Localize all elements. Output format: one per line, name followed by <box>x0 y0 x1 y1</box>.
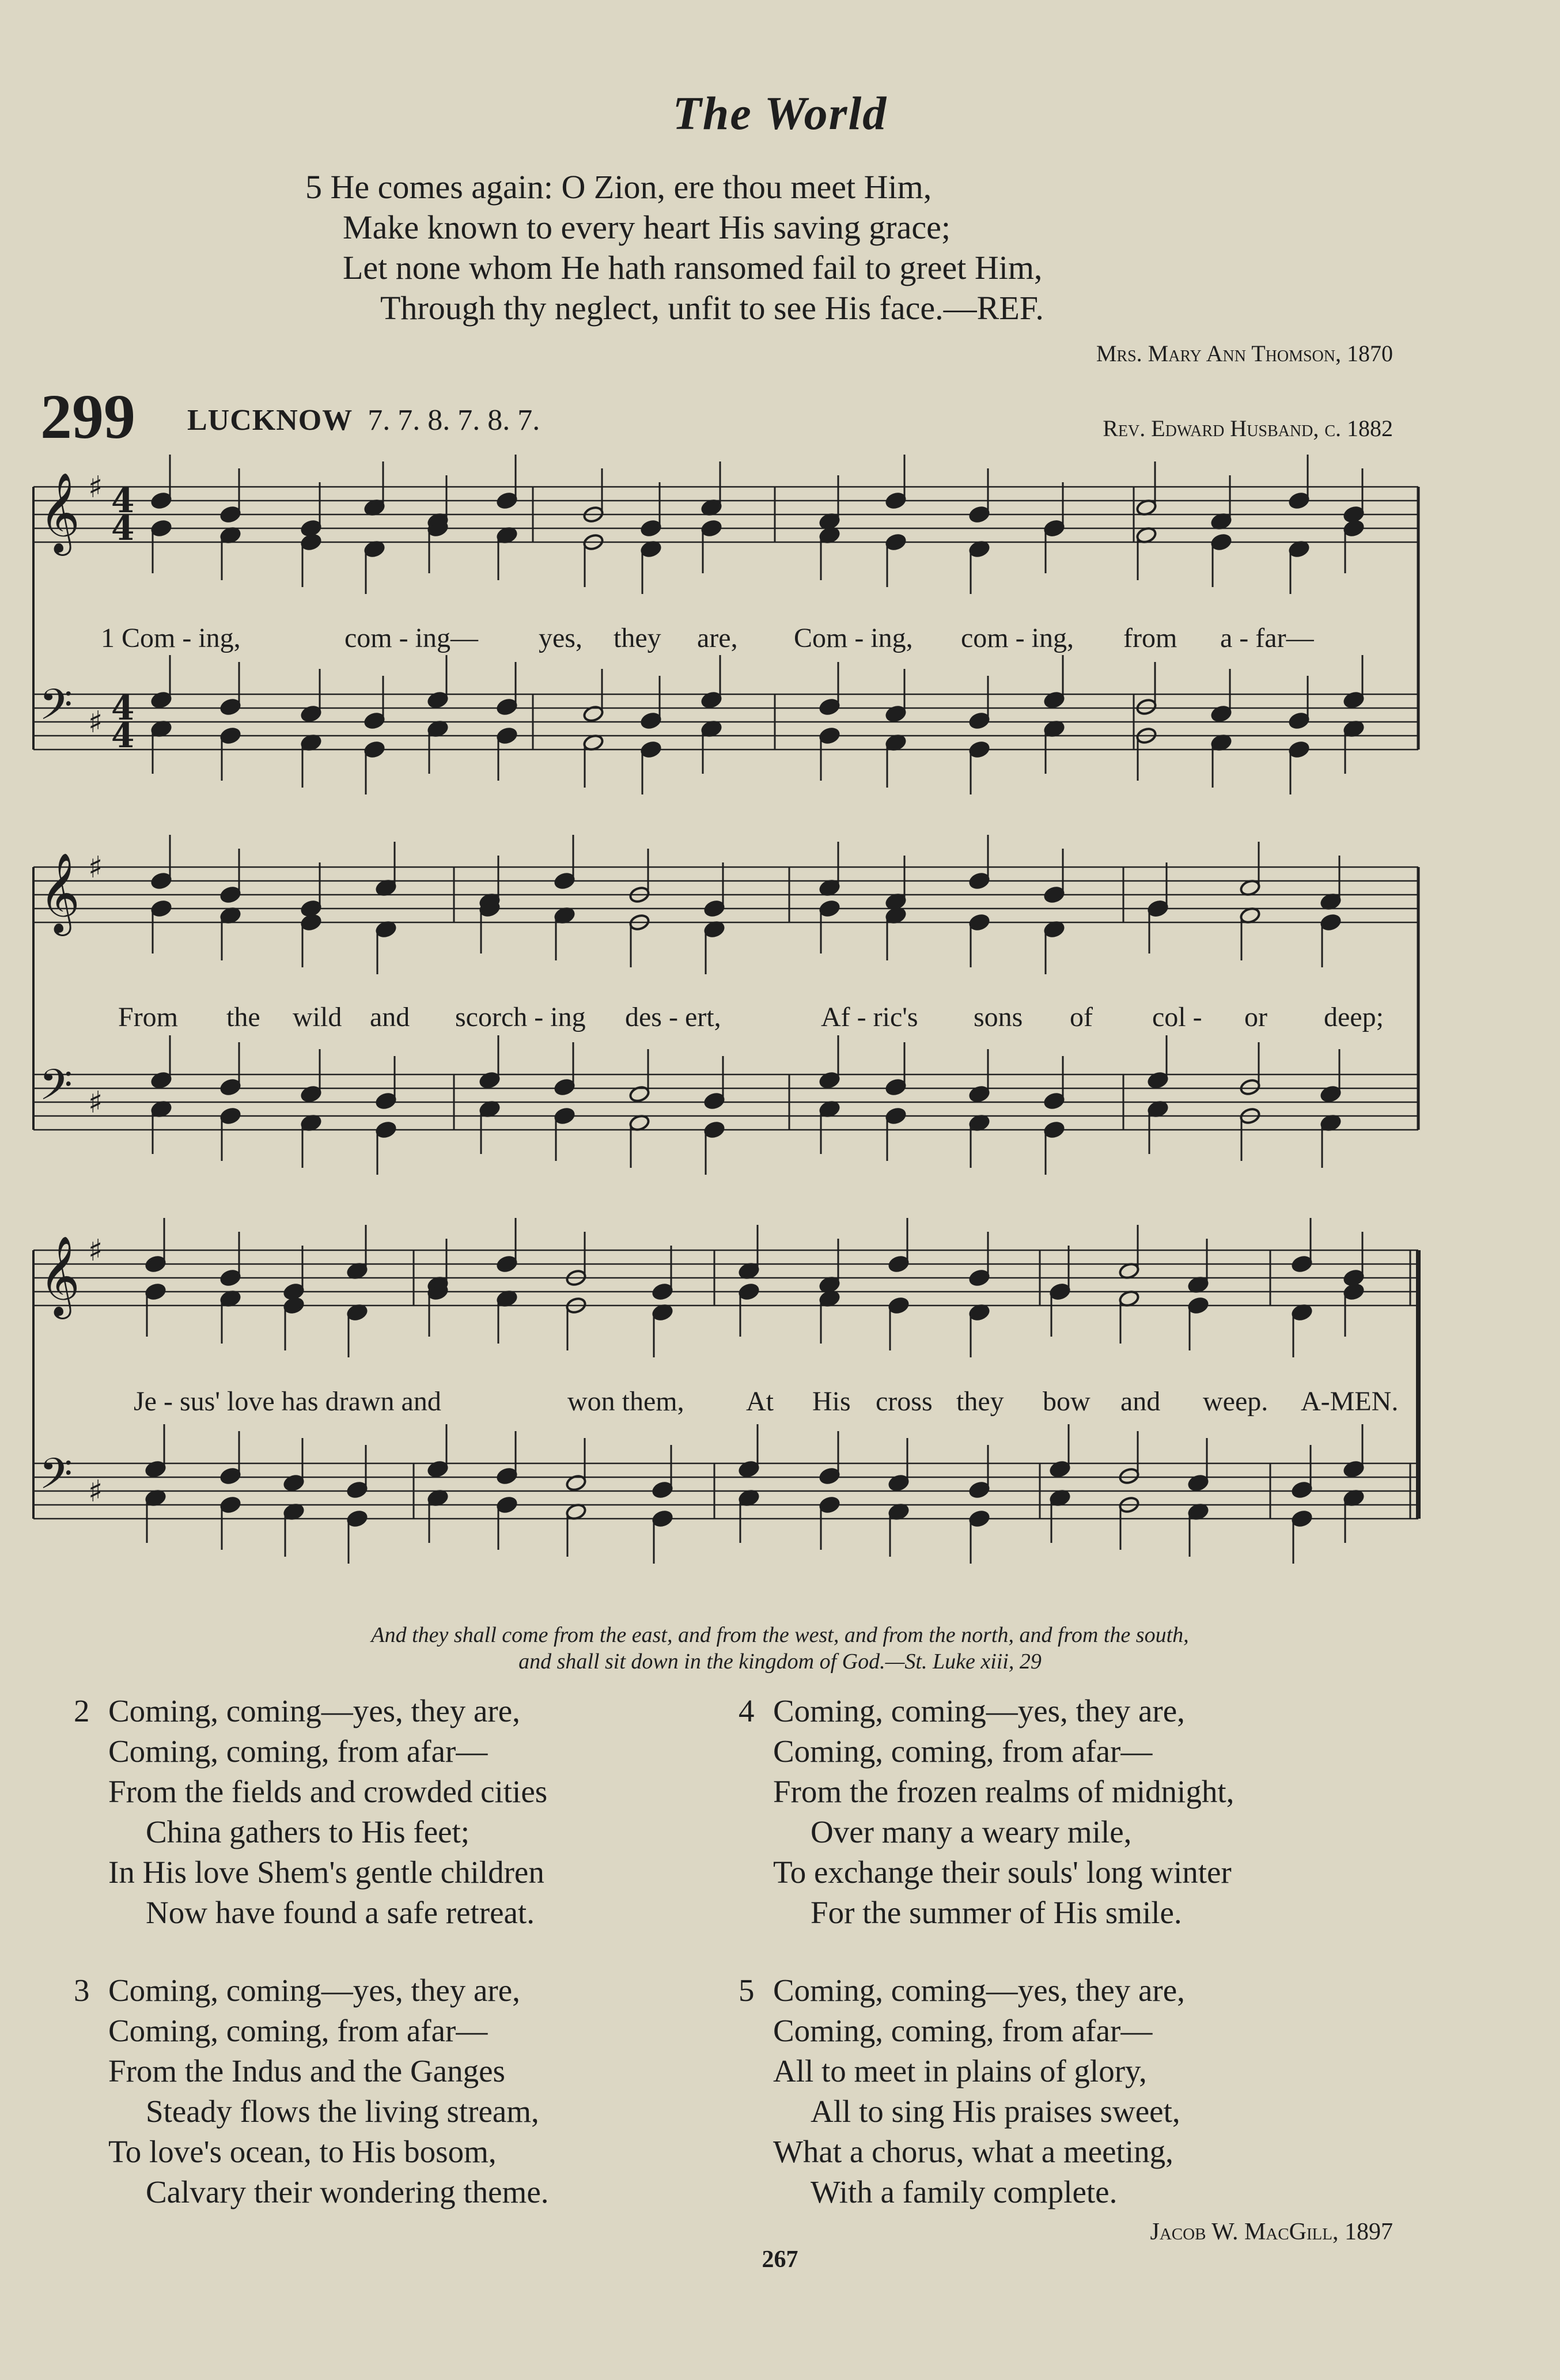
note-head <box>652 1509 673 1528</box>
bass-clef: 𝄢 <box>39 680 73 740</box>
note-head <box>640 519 662 538</box>
stanza-line: Steady flows the living stream, <box>146 2094 539 2129</box>
note-head <box>968 740 990 759</box>
lyric-syllable: Je - sus' love has drawn and <box>134 1386 441 1417</box>
stanza-line: All to sing His praises sweet, <box>811 2094 1180 2129</box>
lyric-syllable: A-MEN. <box>1301 1386 1399 1417</box>
lyric-syllable: a - far— <box>1220 623 1314 653</box>
lyric-syllable: His <box>812 1386 851 1417</box>
hymn-author: Jacob W. MacGill, 1897 <box>1150 2219 1393 2245</box>
stanza-line: Coming, coming, from afar— <box>773 1734 1153 1769</box>
sharp-sign: ♯ <box>88 1085 103 1120</box>
lyric-syllable: From <box>118 1002 179 1032</box>
stanza <box>74 1970 549 2212</box>
note-head <box>219 1107 241 1125</box>
note-head <box>968 872 990 890</box>
composer: Rev. Edward Husband, c. 1882 <box>1103 415 1393 441</box>
time-signature: 4 <box>111 716 135 755</box>
lyric-syllable: and <box>370 1002 410 1032</box>
note-head <box>968 913 990 932</box>
stanza-line: Coming, coming, from afar— <box>108 1734 488 1769</box>
note-head <box>968 1509 990 1528</box>
note-head <box>1147 899 1169 918</box>
lyric-syllable: deep; <box>1324 1002 1384 1032</box>
note-head <box>346 1509 368 1528</box>
note-head <box>1118 1467 1140 1485</box>
stanza-line: Now have found a safe retreat. <box>146 1895 535 1930</box>
note-head <box>1288 491 1310 510</box>
stanza-line: All to meet in plains of glory, <box>773 2053 1147 2088</box>
note-head <box>819 1467 840 1485</box>
note-head <box>888 1255 910 1273</box>
time-signature: 4 <box>111 509 135 548</box>
note-head <box>554 1107 575 1125</box>
note-head <box>219 1467 241 1485</box>
note-head <box>1043 1121 1065 1139</box>
note-head <box>1187 1296 1209 1315</box>
bass-clef: 𝄢 <box>39 1060 73 1121</box>
note-head <box>885 533 907 551</box>
lyric-syllable: Com - ing, <box>794 623 913 653</box>
note-head <box>496 1255 518 1273</box>
note-head <box>346 1481 368 1499</box>
meter: 7. 7. 8. 7. 8. 7. <box>368 404 540 437</box>
note-head <box>300 533 322 551</box>
time-signature: 4 <box>111 481 135 520</box>
section-title: The World <box>672 87 888 139</box>
scripture-line: and shall sit down in the kingdom of God.—St. Luke xiii, 29 <box>518 1649 1042 1674</box>
sharp-sign: ♯ <box>88 470 103 505</box>
lyric-syllable: col - <box>1152 1002 1202 1032</box>
note-head <box>219 886 241 904</box>
note-head <box>652 1481 673 1499</box>
note-head <box>1210 533 1232 551</box>
note-head <box>1043 886 1065 904</box>
lyric-syllable: they <box>956 1386 1004 1417</box>
note-head <box>364 712 385 730</box>
previous-hymn-author: Mrs. Mary Ann Thomson, 1870 <box>1096 340 1393 366</box>
stanza-line: 5 Coming, coming—yes, they are, <box>739 1973 1185 2008</box>
note-head <box>150 491 172 510</box>
note-head <box>968 712 990 730</box>
stanza-line: From the Indus and the Ganges <box>108 2053 505 2088</box>
note-head <box>640 712 662 730</box>
note-head <box>1291 1255 1313 1273</box>
note-head <box>375 1092 397 1110</box>
note-head <box>219 1078 241 1096</box>
note-head <box>145 1282 166 1301</box>
note-head <box>701 519 722 538</box>
scripture-line: And they shall come from the east, and from the west, and from the north, and from the south, <box>371 1623 1189 1647</box>
sharp-sign: ♯ <box>88 850 103 885</box>
note-head <box>283 1296 305 1315</box>
stanza-line: Calvary their wondering theme. <box>146 2174 549 2209</box>
note-head <box>150 872 172 890</box>
note-head <box>150 899 172 918</box>
note-head <box>496 727 518 745</box>
note-head <box>1043 519 1065 538</box>
stanza-line: Make known to every heart His saving grace; <box>343 209 951 246</box>
note-head <box>1135 698 1157 716</box>
note-head <box>819 899 840 918</box>
note-head <box>1049 1282 1071 1301</box>
lyric-syllable: At <box>746 1386 774 1417</box>
stanza-line: 2 Coming, coming—yes, they are, <box>74 1693 520 1728</box>
note-head <box>1291 1509 1313 1528</box>
note-head <box>300 913 322 932</box>
lyric-syllable: 1 Com - ing, <box>101 623 241 653</box>
stanza-line: With a family complete. <box>811 2174 1118 2209</box>
lyric-syllable: or <box>1244 1002 1267 1032</box>
stanza-line: Through thy neglect, unfit to see His face.—REF. <box>380 289 1044 327</box>
lyric-syllable: sons <box>974 1002 1023 1032</box>
lyric-syllable: wild <box>293 1002 342 1032</box>
lyric-syllable: are, <box>697 623 738 653</box>
lyric-syllable: Af - ric's <box>821 1002 918 1032</box>
note-head <box>885 1107 907 1125</box>
note-head <box>1291 1481 1313 1499</box>
stanza <box>739 1970 1185 2212</box>
stanza-line: What a chorus, what a meeting, <box>773 2134 1173 2169</box>
note-head <box>219 1269 241 1287</box>
stanza-line: Let none whom He hath ransomed fail to greet Him, <box>343 249 1043 286</box>
lyric-syllable: and <box>1120 1386 1161 1417</box>
stanza-line: Coming, coming, from afar— <box>773 2013 1153 2048</box>
lyric-syllable: won them, <box>567 1386 684 1417</box>
lyric-syllable: com - ing— <box>344 623 478 653</box>
lyric-syllable: from <box>1123 623 1177 653</box>
note-head <box>652 1282 673 1301</box>
stanza-line: Coming, coming, from afar— <box>108 2013 488 2048</box>
time-signature: 4 <box>111 688 135 728</box>
note-head <box>496 1496 518 1514</box>
lyric-syllable: bow <box>1043 1386 1091 1417</box>
note-head <box>496 1467 518 1485</box>
note-head <box>150 519 172 538</box>
note-head <box>640 740 662 759</box>
note-head <box>375 1121 397 1139</box>
note-head <box>968 505 990 524</box>
scripture-quote <box>0 1622 1560 1675</box>
treble-clef: 𝄞 <box>39 1236 80 1316</box>
stanza <box>739 1691 1234 1933</box>
note-head <box>819 727 840 745</box>
note-head <box>554 872 575 890</box>
note-head <box>219 1496 241 1514</box>
note-head <box>703 1092 725 1110</box>
note-head <box>968 1481 990 1499</box>
note-head <box>1343 519 1365 538</box>
note-head <box>819 1496 840 1514</box>
note-head <box>738 1282 760 1301</box>
lyric-syllable: they <box>614 623 661 653</box>
note-head <box>885 1078 907 1096</box>
note-head <box>1288 712 1310 730</box>
note-head <box>219 727 241 745</box>
treble-clef: 𝄞 <box>39 853 80 933</box>
lyric-syllable: yes, <box>539 623 582 653</box>
note-head <box>1320 913 1342 932</box>
stanza-line: 5 He comes again: O Zion, ere thou meet Him, <box>305 168 932 206</box>
stanza-line: To love's ocean, to His bosom, <box>108 2134 497 2169</box>
stanza <box>74 1691 547 1933</box>
lyric-syllable: des - ert, <box>625 1002 721 1032</box>
note-head <box>145 1255 166 1273</box>
note-head <box>1288 740 1310 759</box>
lyric-syllable: of <box>1070 1002 1093 1032</box>
stanza-line: 4 Coming, coming—yes, they are, <box>739 1693 1185 1728</box>
stanza-line: 3 Coming, coming—yes, they are, <box>74 1973 520 2008</box>
lyric-syllable: weep. <box>1203 1386 1269 1417</box>
note-head <box>219 505 241 524</box>
stanza-line: From the fields and crowded cities <box>108 1774 548 1809</box>
sharp-sign: ♯ <box>88 705 103 740</box>
hymn-number: 299 <box>40 381 135 452</box>
note-head <box>496 491 518 510</box>
lyric-syllable: the <box>226 1002 260 1032</box>
stanza-line: Over many a weary mile, <box>811 1814 1132 1849</box>
page-number: 267 <box>762 2246 798 2273</box>
stanza-line: China gathers to His feet; <box>146 1814 470 1849</box>
treble-clef: 𝄞 <box>39 472 80 553</box>
sharp-sign: ♯ <box>88 1474 103 1509</box>
note-head <box>968 1269 990 1287</box>
sharp-sign: ♯ <box>88 1233 103 1268</box>
lyric-syllable: com - ing, <box>961 623 1074 653</box>
stanza-line: In His love Shem's gentle children <box>108 1855 544 1890</box>
note-head <box>888 1296 910 1315</box>
note-head <box>1043 1092 1065 1110</box>
note-head <box>219 698 241 716</box>
stanza-line: For the summer of His smile. <box>811 1895 1182 1930</box>
lyric-syllable: scorch - ing <box>455 1002 586 1032</box>
note-head <box>364 740 385 759</box>
note-head <box>554 1078 575 1096</box>
stanza-line: To exchange their souls' long winter <box>773 1855 1232 1890</box>
note-head <box>885 491 907 510</box>
note-head <box>1343 1282 1365 1301</box>
stanza-line: From the frozen realms of midnight, <box>773 1774 1235 1809</box>
lyric-syllable: cross <box>876 1386 933 1417</box>
bass-clef: 𝄢 <box>39 1449 73 1509</box>
note-head <box>1239 1078 1261 1096</box>
note-head <box>703 899 725 918</box>
tune-name: LUCKNOW <box>187 404 353 437</box>
note-head <box>703 1121 725 1139</box>
note-head <box>819 698 840 716</box>
note-head <box>496 698 518 716</box>
